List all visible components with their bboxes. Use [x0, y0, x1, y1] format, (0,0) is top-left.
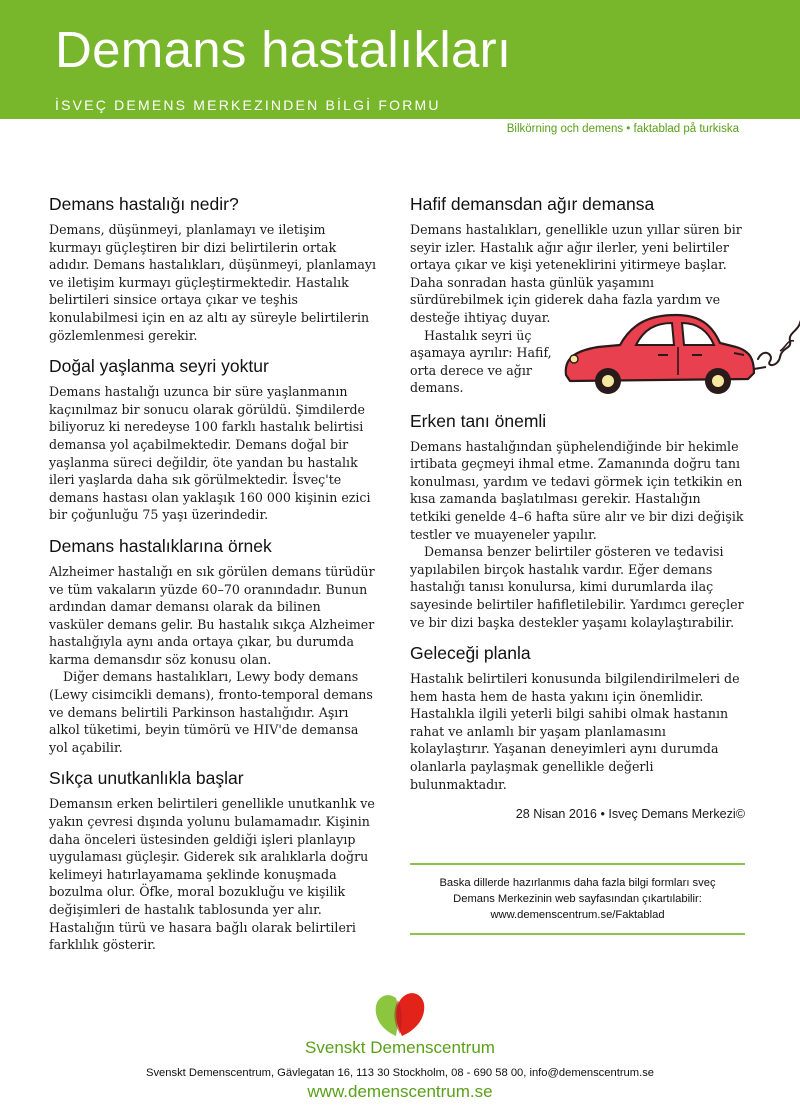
section-early-diagnosis — [410, 410, 745, 632]
section-heading: Erken tanı önemli — [410, 410, 547, 431]
organization-name: Svenskt Demenscentrum — [305, 1038, 495, 1057]
more-info-box — [410, 863, 745, 935]
section-paragraph: Demans hastalığı uzunca bir süre yaşlanmanın kaçınılmaz bir sonucu olarak görüldü. Şimdilerde biliyoruz ki neredeyse 100 farklı hastalık belirtisi demansa yol açabilmektedir. Demans doğal bir yaşlanma süreci değildir, öte yandan bu hastalık ileri yaşlarda daha sık görülmektedir. İsveç'te demans hastası olan yaklaşık 160 000 kişinin ezici bir çoğunluğu 75 yaşı üzerindedir. — [49, 384, 371, 523]
section-natural-aging — [49, 355, 379, 524]
section-heading: Demans hastalığı nedir? — [49, 194, 239, 214]
note-line: Baska dillerde hazırlanmıs daha fazla bilgi formları sveç — [439, 877, 716, 890]
faktablad-link[interactable]: www.demenscentrum.se/Faktablad — [490, 909, 665, 922]
page-subtitle: İSVEÇ DEMENS MERKEZINDEN BİLGİ FORMU — [55, 97, 441, 113]
section-paragraph: Demans hastalığından şüphelendiğinde bir hekimle irtibata geçmeyi ihmal etme. Zamanında doğru tanı konulması, yardım ve tedavi görmek için tetkikin en kısa zamanda başlatılması gerekir. Hastalığın tetkiki genelde 4–6 hafta süre alır ve bir dizi değişik testler ve muayeneler yapılır. — [410, 438, 744, 542]
section-paragraph: Demansa benzer belirtiler gösteren ve tedavisi yapılabilen birçok hastalık vardır. Eğer demans hastalığı tanısı konulursa, kimi durumlarda ilaç sayesinde belirtiler hafifletilebilir. Yardımcı gereçler ve bir dizi başka destekler yaşamı kolaylaştırabilir. — [410, 544, 744, 630]
section-what-is-dementia — [49, 193, 379, 344]
section-heading: Demans hastalıklarına örnek — [49, 535, 272, 556]
section-heading: Doğal yaşlanma seyri yoktur — [49, 356, 269, 377]
header-band — [0, 0, 800, 119]
website-link[interactable]: www.demenscentrum.se — [307, 1082, 493, 1101]
section-paragraph: Hastalık belirtileri konusunda bilgilendirilmeleri de hem hasta hem de hasta yakını için önemlidir. Hastalıkla ilgili yeterli bilgi sahibi olmak hastanın rahat ve anlamlı bir yaşam planlamasını kolaylaştırır. Yaşanan deneyimleri aynı durumda olanlarla paylaşmak genellikle değerli bulunmaktadır. — [410, 671, 740, 792]
section-forgetfulness — [49, 767, 379, 953]
car-paragraph-wrap — [410, 327, 745, 399]
section-paragraph: Hastalık seyri üç aşamaya ayrılır: Hafif, orta derece ve ağır demans. — [410, 327, 552, 396]
section-heading: Hafif demansdan ağır demansa — [410, 194, 655, 214]
section-paragraph: Diğer demans hastalıkları, Lewy body demans (Lewy cisimcikli demans), fronto-temporal demans ve demans belirtili Parkinson hastalığıdır. Aşırı alkol tüketimi, beyin tümörü ve HIV'de demansa yol açabilir. — [49, 669, 373, 755]
section-heading: Geleceği planla — [410, 643, 531, 664]
divider — [410, 933, 745, 935]
right-column — [410, 193, 745, 935]
footer — [0, 990, 800, 1102]
dateline: 28 Nisan 2016 • Isveç Demans Merkezi© — [515, 807, 745, 822]
contact-address: Svenskt Demenscentrum, Gävlegatan 16, 113 30 Stockholm, 08 - 690 58 00, info@demenscentrum.se — [145, 1067, 655, 1079]
section-paragraph: Demansın erken belirtileri genellikle unutkanlık ve yakın çevresi dışında yolunu bulamamadır. Kişinin daha önceleri üstesinden geldiği işleri planlayıp uygulaması güçleşir. Giderek sık aralıklarla doğru kelimeyi hatırlayamama şeklinde konuşmada bozulma olur. Öfke, moral bozukluğu ve kişilik değişimleri de hastalık tablosunda yer alır. Hastalığın türü ve hasara bağlı olarak belirtileri farklılık gösterir. — [49, 796, 375, 953]
section-mild-to-severe — [410, 193, 745, 399]
tagline: Bilkörning och demens • faktablad på turkiska — [506, 123, 739, 135]
divider — [410, 863, 745, 865]
section-paragraph: Demans, düşünmeyi, planlamayı ve iletişim kurmayı güçleştiren bir dizi belirtilerin ortak adıdır. Demans hastalıkları, düşünmeyi, planlamayı ve iletişim kurmayı güçleştirmektedir. Hastalık belirtileri sinsice ortaya çıkar ve teşhis konulabilmesi için en az altı ay süreyle belirtilerin gözlemlenmesi gerekir. — [49, 222, 377, 343]
heart-leaf-logo-icon — [372, 990, 428, 1038]
section-plan-future — [410, 642, 745, 793]
page-title: Demans hastalıkları — [55, 21, 512, 78]
more-info-note — [410, 875, 745, 923]
section-paragraph: Alzheimer hastalığı en sık görülen demans türüdür ve tüm vakaların yüzde 60–70 oranındadır. Bunun ardından damar demansı olarak da bilinen vasküler demans gelir. Bu hastalık sıkça Alzheimer hastalığıyla aynı anda ortaya çıkar, bu durumda karma demansdır söz konusu olan. — [49, 563, 375, 667]
section-examples — [49, 535, 379, 757]
car-icon — [558, 307, 800, 397]
section-paragraph: Demans hastalıkları, genellikle uzun yıllar süren bir seyir izler. Hastalık ağır ağır ilerler, yeni belirtiler ortaya çıkar ve kişi yeteneklirini yitirmeye başlar. Daha sonradan hasta günlük yaşamını sürdürebilmek için giderek daha fazla yardım ve desteğe ihtiyaç duyar. — [410, 222, 742, 325]
section-heading: Sıkça unutkanlıkla başlar — [49, 768, 244, 789]
note-line: Demans Merkezinin web sayfasından çıkartılabilir: — [453, 893, 702, 906]
left-column — [49, 193, 379, 954]
